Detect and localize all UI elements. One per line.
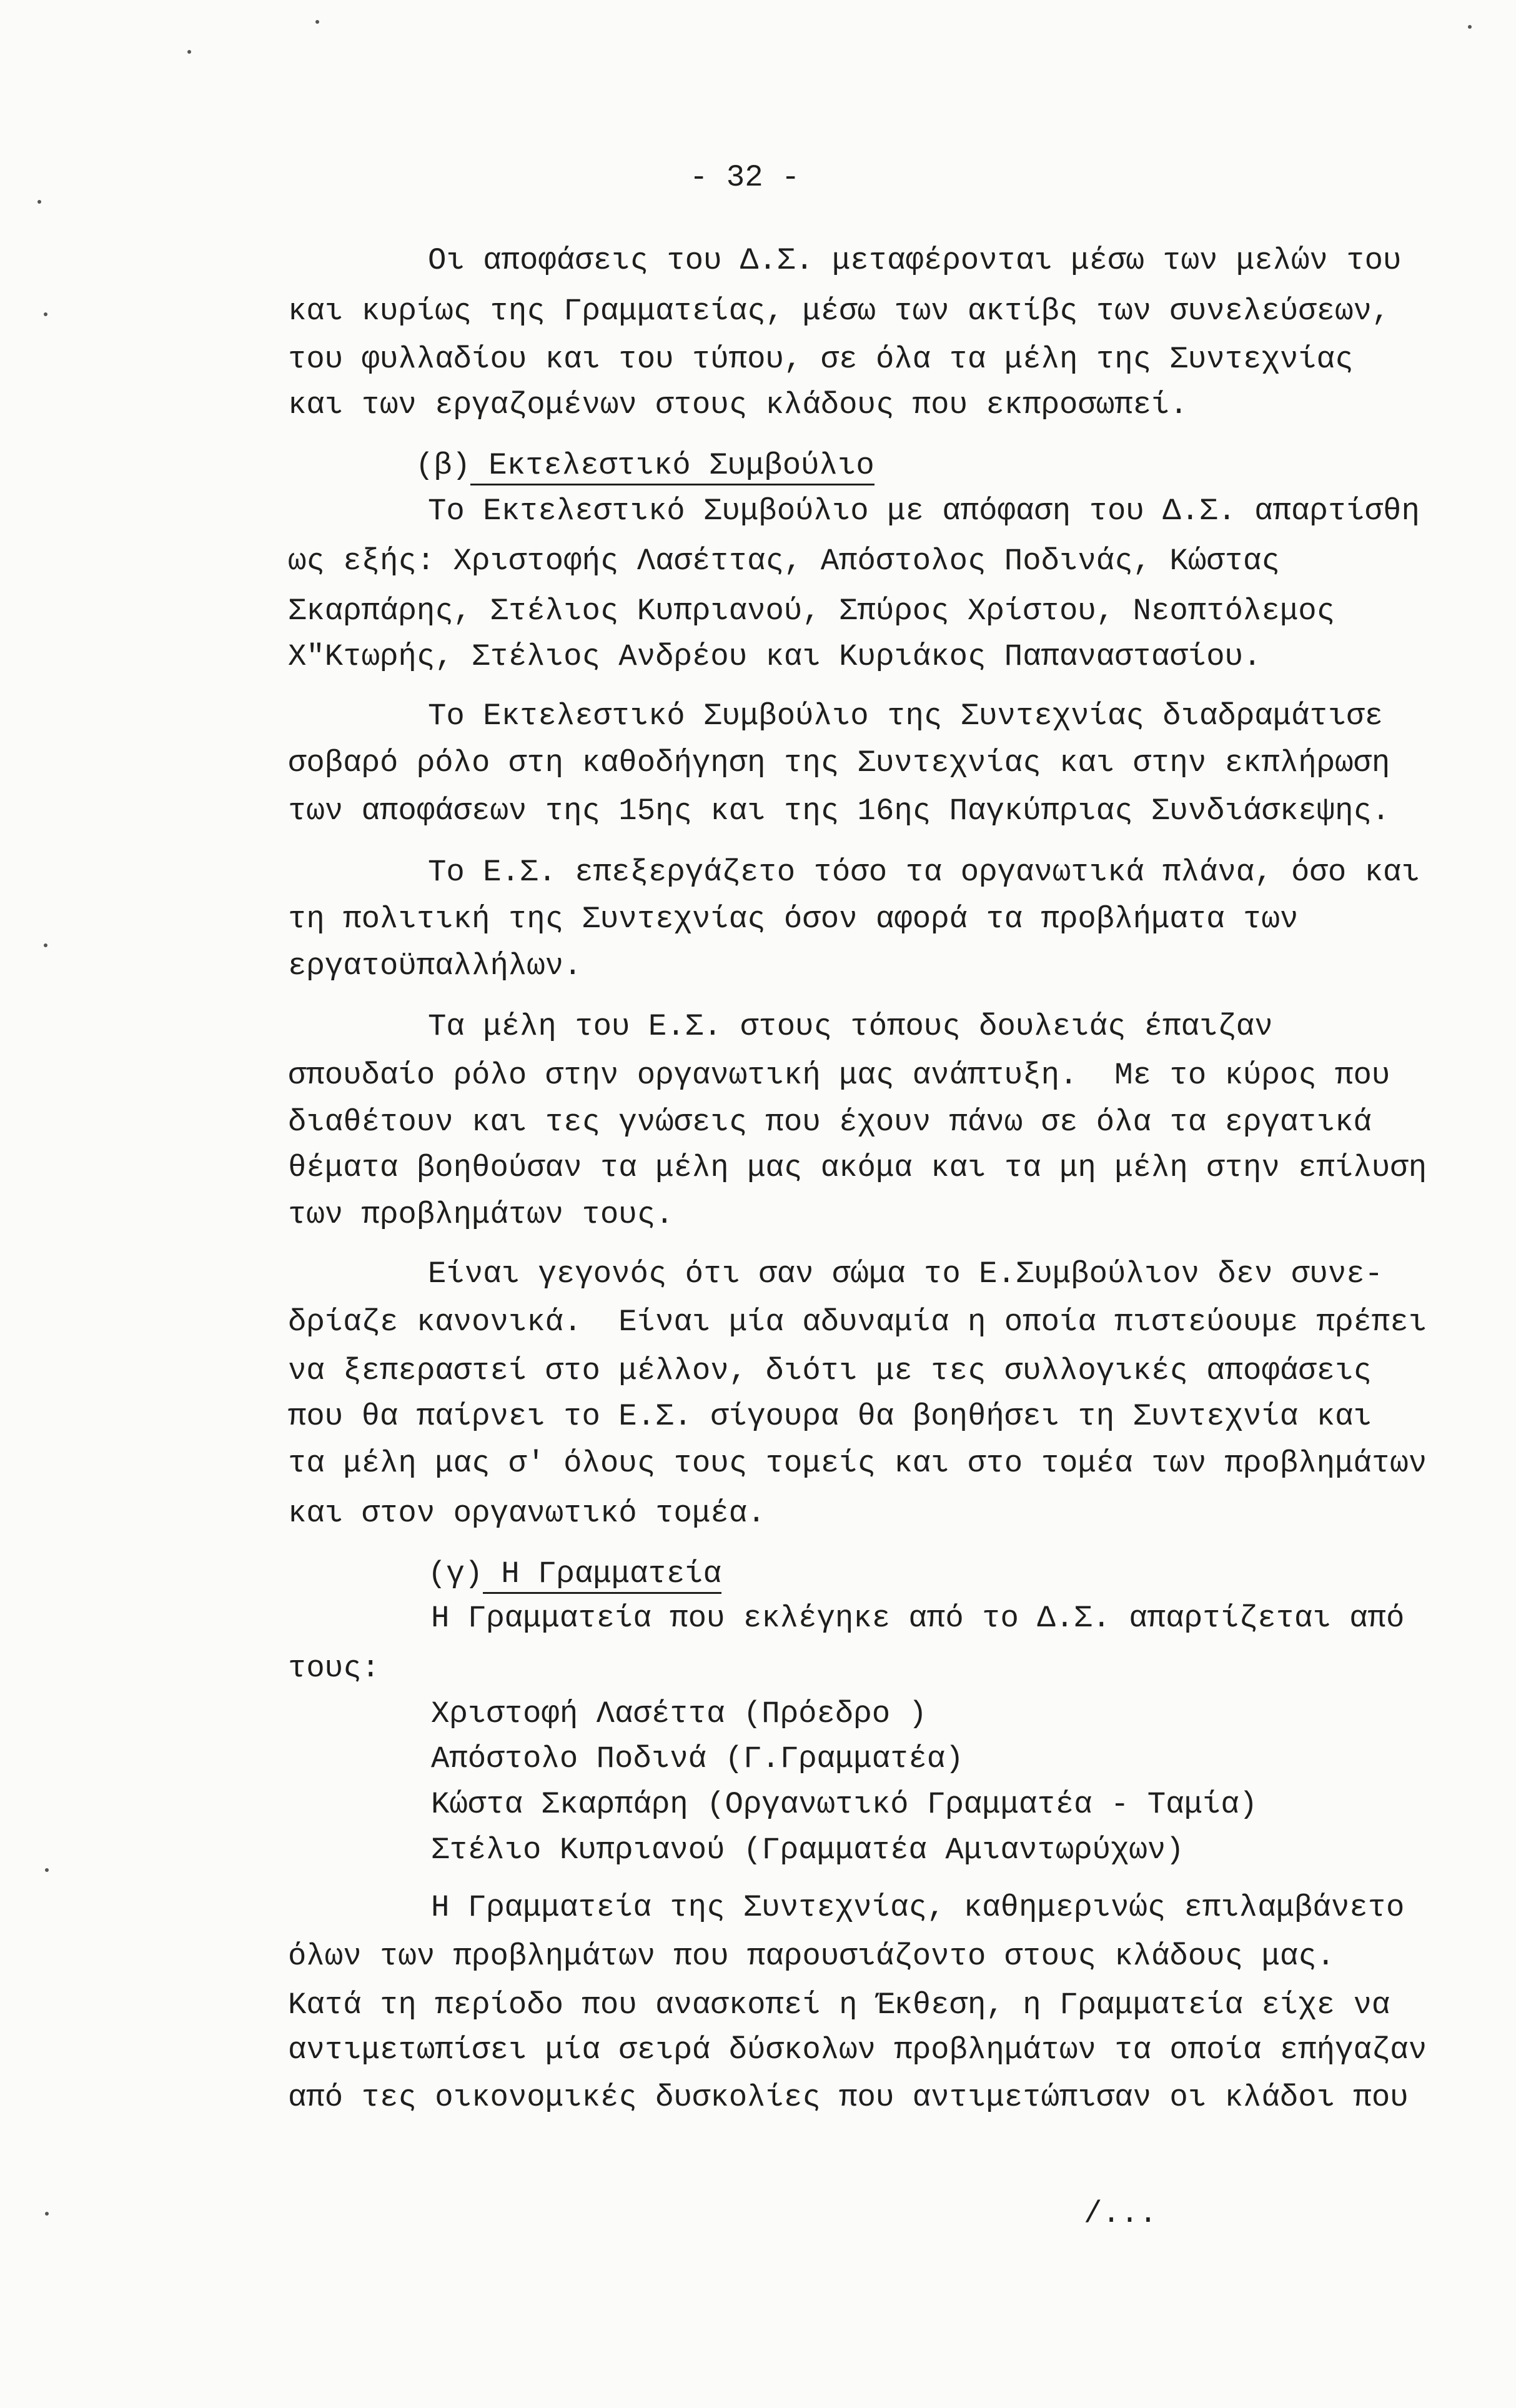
text-line: Τα μέλη του Ε.Σ. στους τόπους δουλειάς έπαιζαν xyxy=(428,1009,1273,1044)
text-line: Χ"Κτωρής, Στέλιος Ανδρέου και Κυριάκος Παπαναστασίου. xyxy=(288,639,1262,674)
scan-speck xyxy=(1468,25,1472,29)
text-line: σπουδαίο ρόλο στην οργανωτική μας ανάπτυξη. Με το κύρος που xyxy=(288,1058,1390,1093)
text-line: εργατοϋπαλλήλων. xyxy=(288,948,582,983)
text-line: Οι αποφάσεις του Δ.Σ. μεταφέρονται μέσω των μελών του xyxy=(428,243,1402,278)
scan-speck xyxy=(187,50,191,54)
continuation-mark: /... xyxy=(1084,2196,1157,2231)
text-line: Σκαρπάρης, Στέλιος Κυπριανού, Σπύρος Χρίστου, Νεοπτόλεμος xyxy=(288,594,1335,629)
text-line: που θα παίρνει το Ε.Σ. σίγουρα θα βοηθήσει τη Συντεχνία και xyxy=(288,1399,1372,1434)
text-line: όλων των προβλημάτων που παρουσιάζοντο στους κλάδους μας. xyxy=(288,1939,1335,1974)
member-item: Κώστα Σκαρπάρη (Οργανωτικό Γραμματέα - Ταμία) xyxy=(431,1787,1258,1822)
text-line: Η Γραμματεία της Συντεχνίας, καθημερινώς επιλαμβάνετο xyxy=(431,1890,1405,1925)
scan-speck xyxy=(44,312,47,316)
scan-speck xyxy=(45,1868,49,1872)
text-line: διαθέτουν και τες γνώσεις που έχουν πάνω σε όλα τα εργατικά xyxy=(288,1105,1372,1140)
text-line: των προβλημάτων τους. xyxy=(288,1197,674,1232)
text-line: Κατά τη περίοδο που ανασκοπεί η Έκθεση, η Γραμματεία είχε να xyxy=(288,1988,1390,2022)
text-line: Το Εκτελεστικό Συμβούλιο με απόφαση του Δ.Σ. απαρτίσθη xyxy=(428,494,1420,529)
text-line: τους: xyxy=(288,1651,380,1686)
text-line: του φυλλαδίου και του τύπου, σε όλα τα μέλη της Συντεχνίας xyxy=(288,342,1354,377)
text-line: από τες οικονομικές δυσκολίες που αντιμετώπισαν οι κλάδοι που xyxy=(288,2080,1409,2115)
section-label: (γ) xyxy=(428,1556,483,1591)
text-line: σοβαρό ρόλο στη καθοδήγηση της Συντεχνίας και στην εκπλήρωση xyxy=(288,745,1390,780)
text-line: και στον οργανωτικό τομέα. xyxy=(288,1496,766,1531)
member-item: Απόστολο Ποδινά (Γ.Γραμματέα) xyxy=(431,1741,964,1776)
page-number: - 32 - xyxy=(690,160,800,195)
text-line: και των εργαζομένων στους κλάδους που εκπροσωπεί. xyxy=(288,387,1188,422)
text-line: τα μέλη μας σ' όλους τους τομείς και στο τομέα των προβλημάτων xyxy=(288,1446,1427,1481)
text-line: θέματα βοηθούσαν τα μέλη μας ακόμα και τα μη μέλη στην επίλυση xyxy=(288,1150,1427,1185)
section-label: (β) xyxy=(415,448,471,483)
text-line: αντιμετωπίσει μία σειρά δύσκολων προβλημάτων τα οποία επήγαζαν xyxy=(288,2032,1427,2067)
scan-speck xyxy=(45,2212,49,2216)
section-title: Εκτελεστικό Συμβούλιο xyxy=(470,448,874,485)
text-line: Είναι γεγονός ότι σαν σώμα το Ε.Συμβούλιον δεν συνε- xyxy=(428,1256,1384,1291)
text-line: Το Εκτελεστικό Συμβούλιο της Συντεχνίας διαδραμάτισε xyxy=(428,699,1384,734)
text-line: τη πολιτική της Συντεχνίας όσον αφορά τα προβλήματα των xyxy=(288,902,1299,937)
text-line: των αποφάσεων της 15ης και της 16ης Παγκύπριας Συνδιάσκεψης. xyxy=(288,794,1390,828)
section-heading-c xyxy=(428,1558,721,1590)
scan-speck xyxy=(44,943,47,947)
text-line: Το Ε.Σ. επεξεργάζετο τόσο τα οργανωτικά πλάνα, όσο και xyxy=(428,855,1420,890)
text-line: ως εξής: Χριστοφής Λασέττας, Απόστολος Ποδινάς, Κώστας xyxy=(288,544,1280,579)
text-line: Η Γραμματεία που εκλέγηκε από το Δ.Σ. απαρτίζεται από xyxy=(431,1601,1405,1636)
text-line: δρίαζε κανονικά. Είναι μία αδυναμία η οποία πιστεύουμε πρέπει xyxy=(288,1305,1427,1340)
scan-speck xyxy=(37,200,41,204)
text-line: και κυρίως της Γραμματείας, μέσω των ακτίβς των συνελεύσεων, xyxy=(288,294,1390,329)
text-line: να ξεπεραστεί στο μέλλον, διότι με τες συλλογικές αποφάσεις xyxy=(288,1353,1372,1388)
section-heading-b xyxy=(415,450,874,481)
section-title: Η Γραμματεία xyxy=(483,1556,721,1594)
member-item: Στέλιο Κυπριανού (Γραμματέα Αμιαντωρύχων) xyxy=(431,1833,1184,1868)
member-item: Χριστοφή Λασέττα (Πρόεδρο ) xyxy=(431,1696,927,1731)
scan-speck xyxy=(315,20,319,24)
